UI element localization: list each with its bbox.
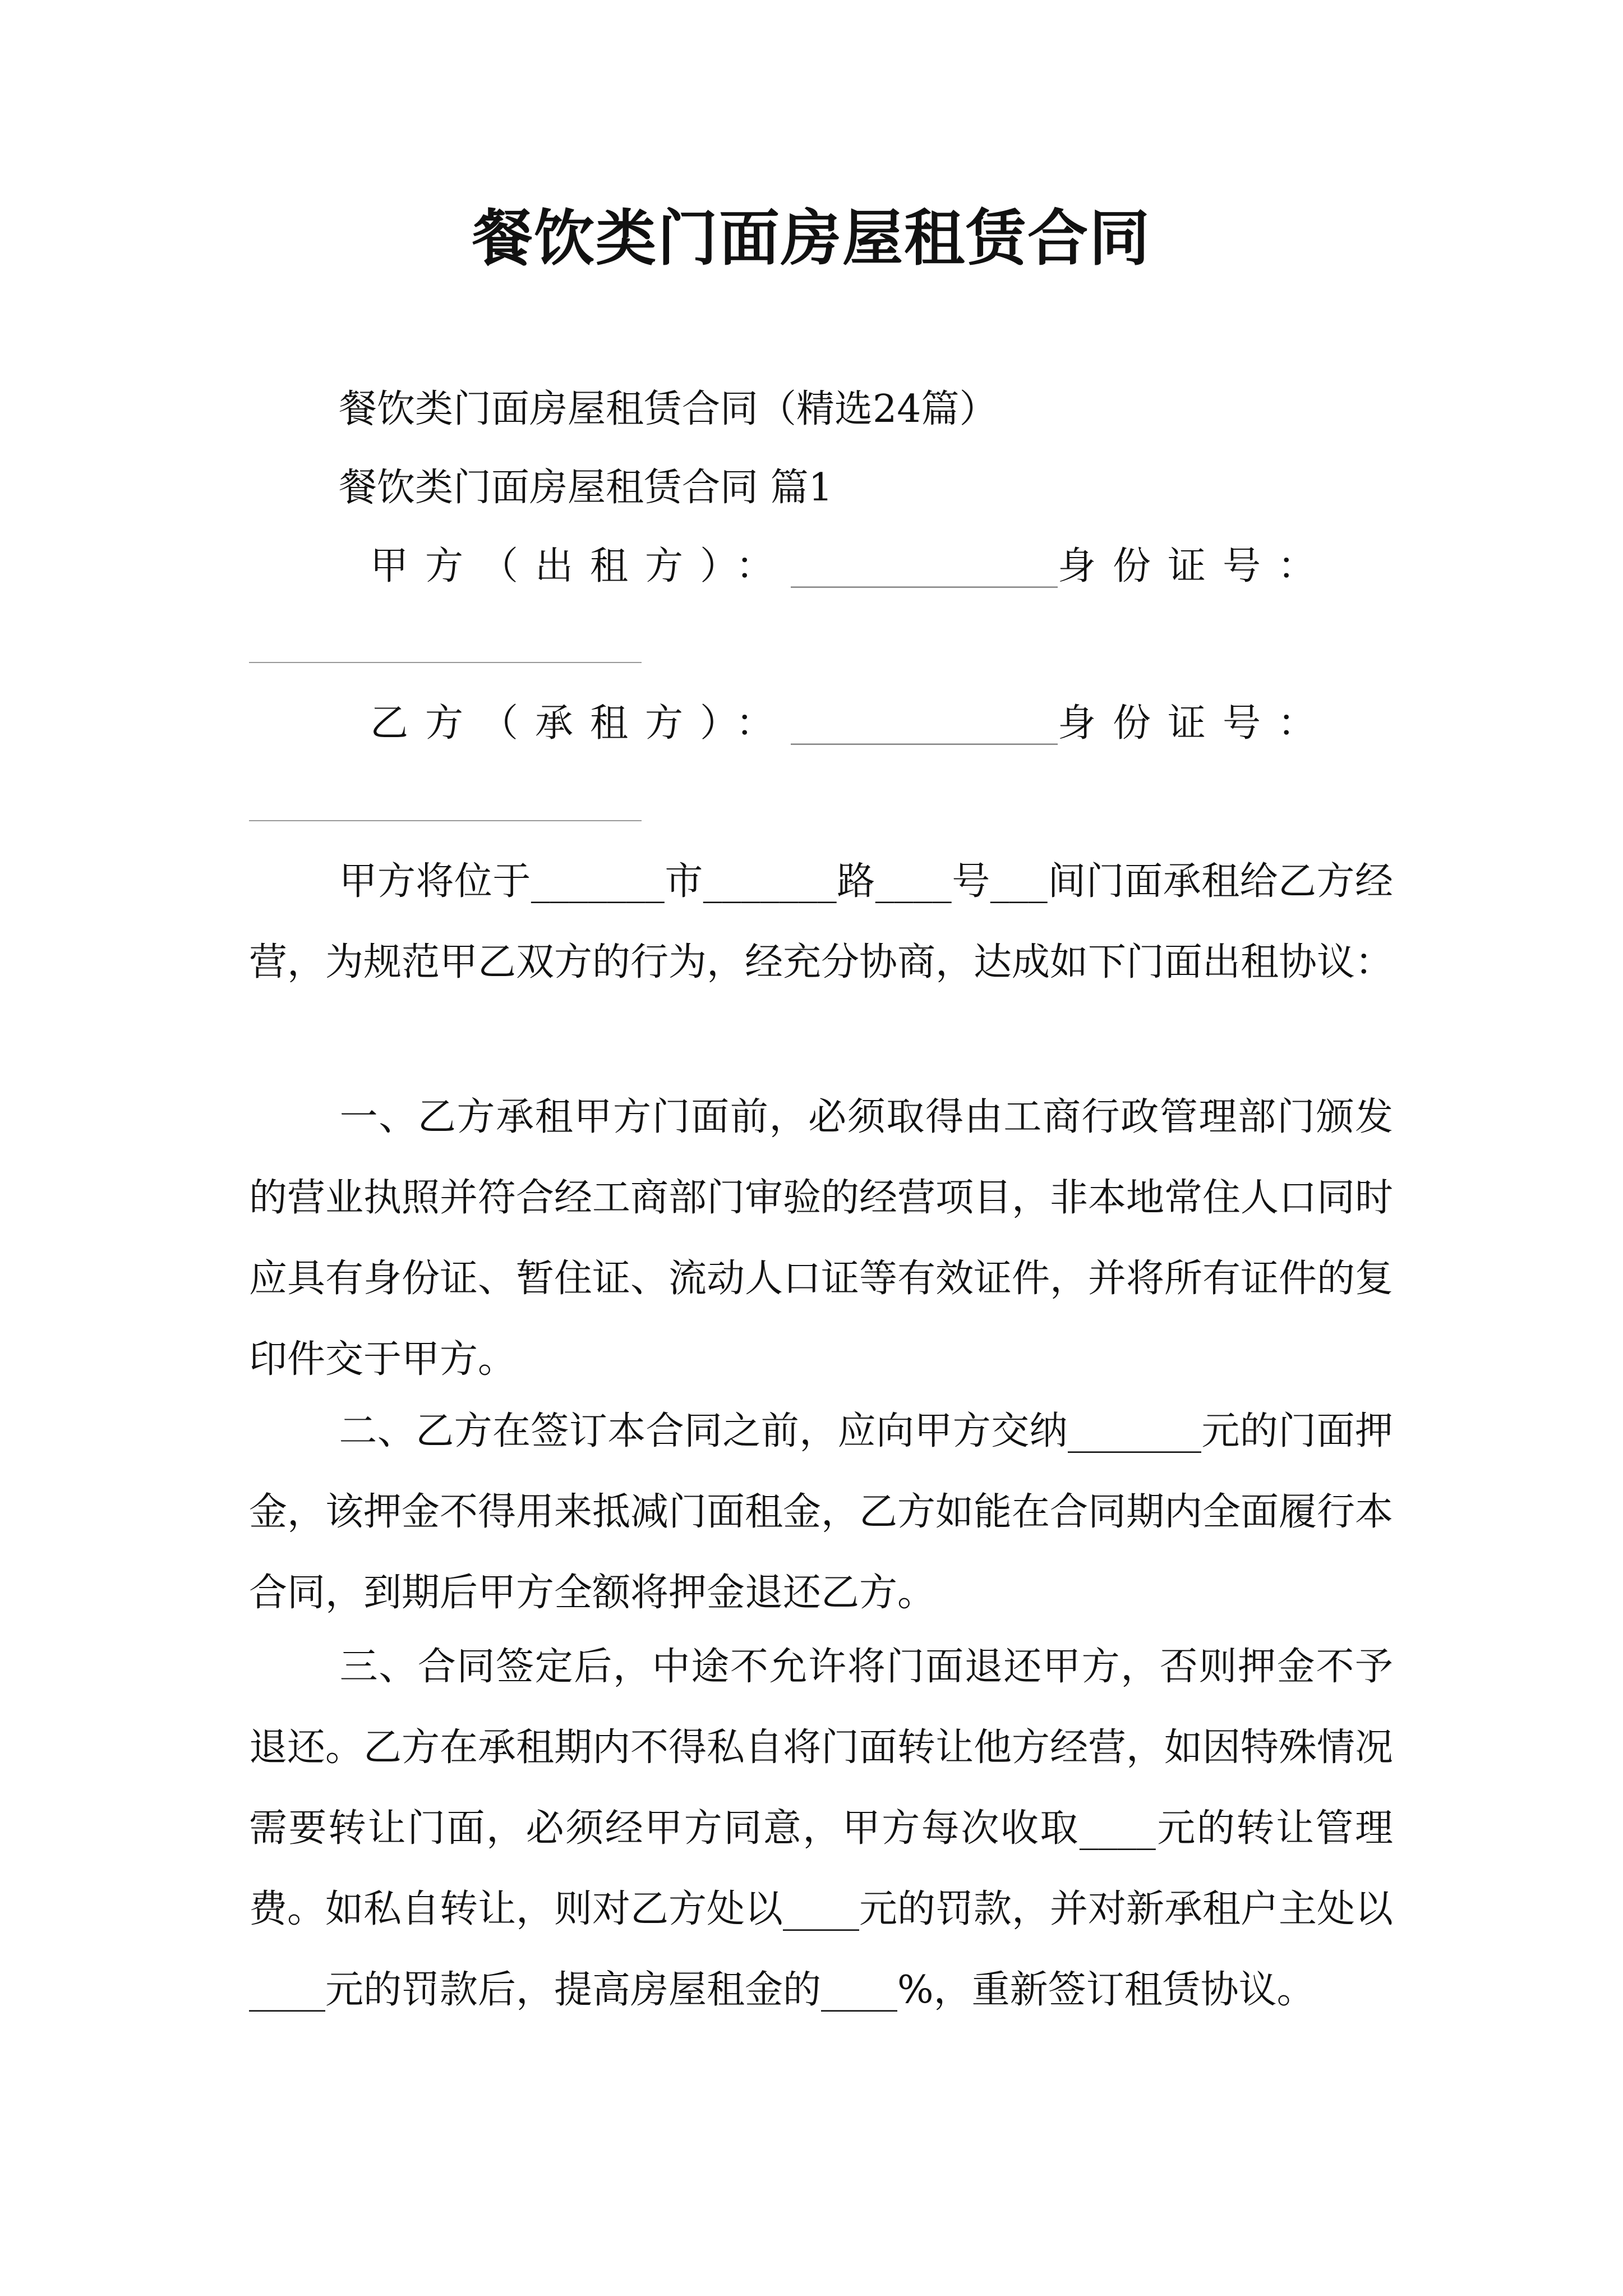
party-a-id-blank bbox=[249, 662, 642, 663]
party-a-blank: ______________ bbox=[791, 544, 1058, 588]
document-subtitle: 餐饮类门面房屋租赁合同（精选24篇） bbox=[339, 387, 998, 431]
party-b-id-blank bbox=[249, 820, 642, 821]
paragraph-clause-2: 二、乙方在签订本合同之前，应向甲方交纳_______元的门面押金，该押金不得用来抵减门面租金，乙方如能在合同期内全面履行本合同，到期后甲方全额将押金退还乙方。 bbox=[249, 1409, 1394, 1615]
party-a-id-label: 身份证号： bbox=[1058, 544, 1333, 588]
document-title: 餐饮类门面房屋租赁合同 bbox=[472, 203, 1151, 274]
party-b-id-label: 身份证号： bbox=[1058, 701, 1333, 746]
party-a-row bbox=[370, 539, 1497, 595]
section-heading: 餐饮类门面房屋租赁合同 篇1 bbox=[339, 466, 833, 510]
paragraph-clause-3: 三、合同签定后，中途不允许将门面退还甲方，否则押金不予退还。乙方在承租期内不得私自将门面转让他方经营，如因特殊情况需要转让门面，必须经甲方同意，甲方每次收取____元的转让管理费。如私自转让，则对乙方处以____元的罚款，并对新承租户主处以____元的罚款后，提高房屋租金的____%，重新签订租赁协议。 bbox=[249, 1645, 1394, 2012]
paragraph-clause-1: 一、乙方承租甲方门面前，必须取得由工商行政管理部门颁发的营业执照并符合经工商部门审验的经营项目，非本地常住人口同时应具有身份证、暂住证、流动人口证等有效证件，并将所有证件的复印件交于甲方。 bbox=[249, 1095, 1394, 1382]
party-a-label: 甲方（出租方）： bbox=[370, 544, 791, 588]
party-b-row bbox=[370, 696, 1497, 752]
paragraph-intro: 甲方将位于_______市_______路____号___间门面承租给乙方经营，为规范甲乙双方的行为，经充分协商，达成如下门面出租协议： bbox=[249, 859, 1394, 984]
party-b-label: 乙方（承租方）： bbox=[370, 701, 791, 746]
party-b-blank: ______________ bbox=[791, 701, 1058, 746]
